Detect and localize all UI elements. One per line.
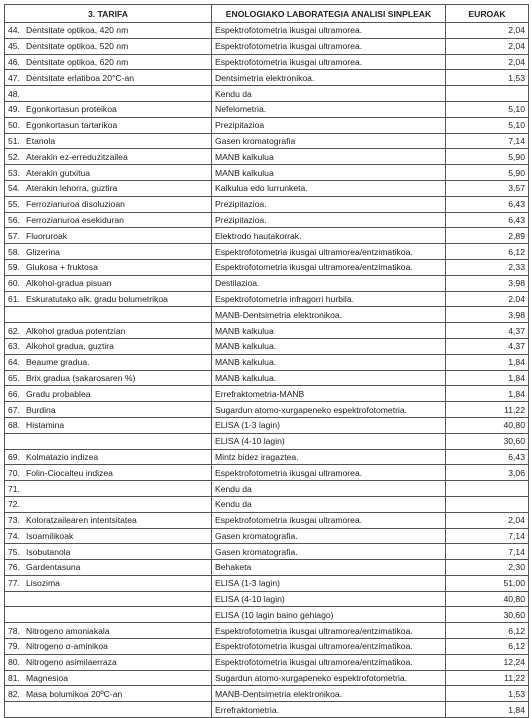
item-number: 81. <box>8 673 20 684</box>
item-cell <box>5 386 212 402</box>
item-number: 47. <box>8 72 20 83</box>
table-row <box>5 402 529 418</box>
method-cell: ELISA (4-10 lagin) <box>212 433 446 449</box>
method-cell: Espektrofotometria ikusgai ultramorea/entzimatikoa. <box>212 639 446 655</box>
price-cell: 2,89 <box>446 228 529 244</box>
item-number: 56. <box>8 214 20 225</box>
price-cell: 1,84 <box>446 702 529 718</box>
item-name: Gradu probablea <box>26 388 91 399</box>
table-row <box>5 607 529 623</box>
item-cell <box>5 560 212 576</box>
price-cell: 1,84 <box>446 386 529 402</box>
table-row <box>5 575 529 591</box>
price-cell: 2,04 <box>446 23 529 39</box>
table-row <box>5 38 529 54</box>
item-name: Brix gradua (sakarosaren %) <box>26 372 136 383</box>
price-cell: 6,12 <box>446 639 529 655</box>
item-number: 53. <box>8 167 20 178</box>
method-cell: Sugardun atomo-xurgapeneko espektrofotometria. <box>212 670 446 686</box>
item-name: Nitrogeno asimilaerraza <box>26 657 117 668</box>
price-cell <box>446 481 529 497</box>
table-row <box>5 639 529 655</box>
item-number: 55. <box>8 199 20 210</box>
item-cell <box>5 575 212 591</box>
method-cell: Gasen kromatografia. <box>212 544 446 560</box>
price-cell: 11,22 <box>446 402 529 418</box>
method-cell: Destilazioa. <box>212 275 446 291</box>
table-row <box>5 560 529 576</box>
price-cell: 2,04 <box>446 512 529 528</box>
table-row <box>5 275 529 291</box>
item-name: Kolmatazio indizea <box>26 451 99 462</box>
price-cell: 7,14 <box>446 133 529 149</box>
price-cell: 6,12 <box>446 623 529 639</box>
table-row <box>5 338 529 354</box>
item-number: 72. <box>8 499 20 510</box>
item-name: Etanola <box>26 135 56 146</box>
method-cell: ELISA (10 lagin baino gehiago) <box>212 607 446 623</box>
method-cell: Espektrofotometria infragorri hurbila. <box>212 291 446 307</box>
price-cell: 2,04 <box>446 38 529 54</box>
table-row <box>5 291 529 307</box>
method-cell: Espektrofotometria ikusgai ultramorea. <box>212 54 446 70</box>
item-number: 75. <box>8 546 20 557</box>
item-name: Magnesioa <box>26 673 69 684</box>
item-number: 64. <box>8 357 20 368</box>
method-cell: Kalkulua edo lurrunketa. <box>212 180 446 196</box>
price-cell: 7,14 <box>446 544 529 560</box>
item-cell <box>5 607 212 623</box>
table-row <box>5 496 529 512</box>
price-cell: 6,12 <box>446 244 529 260</box>
item-name: Egonkortasun proteikoa <box>26 104 117 115</box>
table-row <box>5 512 529 528</box>
item-cell <box>5 639 212 655</box>
method-cell: Espektrofotometria ikusgai ultramorea. <box>212 23 446 39</box>
method-cell: Errefraktometria-MANB <box>212 386 446 402</box>
item-name: Lisozima <box>26 578 60 589</box>
method-cell: Prezipitazioa. <box>212 212 446 228</box>
item-number: 79. <box>8 641 20 652</box>
item-cell <box>5 623 212 639</box>
item-number: 49. <box>8 104 20 115</box>
price-cell: 1,84 <box>446 370 529 386</box>
item-cell <box>5 465 212 481</box>
item-cell <box>5 354 212 370</box>
table-row <box>5 196 529 212</box>
item-cell <box>5 196 212 212</box>
table-row <box>5 670 529 686</box>
item-number: 69. <box>8 451 20 462</box>
item-cell <box>5 496 212 512</box>
item-number: 57. <box>8 230 20 241</box>
table-row <box>5 149 529 165</box>
table-row <box>5 212 529 228</box>
item-number: 62. <box>8 325 20 336</box>
item-cell <box>5 449 212 465</box>
table-row <box>5 244 529 260</box>
item-cell <box>5 149 212 165</box>
table-row <box>5 101 529 117</box>
method-cell: Prezipitazioa <box>212 117 446 133</box>
item-cell <box>5 686 212 702</box>
item-number: 67. <box>8 404 20 415</box>
item-name: Masa bolumikoa 20ºC-an <box>26 688 123 699</box>
price-cell: 6,43 <box>446 449 529 465</box>
method-cell: Gasen kromatografia. <box>212 528 446 544</box>
method-cell: Espektrofotometria ikusgai ultramorea. <box>212 512 446 528</box>
price-cell: 1,53 <box>446 686 529 702</box>
table-row <box>5 465 529 481</box>
method-cell: MANB kalkulua. <box>212 338 446 354</box>
price-cell <box>446 86 529 102</box>
price-cell: 3,98 <box>446 275 529 291</box>
method-cell: Espektrofotometria ikusgai ultramorea/entzimatikoa. <box>212 623 446 639</box>
price-cell: 5,90 <box>446 165 529 181</box>
item-cell <box>5 481 212 497</box>
item-cell <box>5 275 212 291</box>
price-cell: 6,43 <box>446 212 529 228</box>
item-name: Glukosa + fruktosa <box>26 262 98 273</box>
method-cell: ELISA (1-3 lagin) <box>212 417 446 433</box>
price-cell: 40,80 <box>446 591 529 607</box>
item-name: Isobutanola <box>26 546 71 557</box>
method-cell: Espektrofotometria ikusgai ultramorea. <box>212 465 446 481</box>
item-cell <box>5 402 212 418</box>
header-tarifa: 3. TARIFA <box>5 5 212 23</box>
tariff-table <box>4 4 529 718</box>
method-cell: Espektrofotometria ikusgai ultramorea/entzimatikoa. <box>212 259 446 275</box>
item-cell <box>5 259 212 275</box>
item-number: 65. <box>8 372 20 383</box>
method-cell: Errefraktometria. <box>212 702 446 718</box>
item-name: Alkohol gradua potentzian <box>26 325 126 336</box>
item-number: 61. <box>8 293 20 304</box>
item-name: Histamina <box>26 420 65 431</box>
method-cell: MANB kalkulua. <box>212 370 446 386</box>
price-cell: 3,98 <box>446 307 529 323</box>
price-cell: 5,10 <box>446 117 529 133</box>
price-cell: 4,37 <box>446 338 529 354</box>
method-cell: Dentsimetria elektronikoa. <box>212 70 446 86</box>
method-cell: Nefelometria. <box>212 101 446 117</box>
price-cell: 30,60 <box>446 607 529 623</box>
method-cell: Elektrodo hautakorrak. <box>212 228 446 244</box>
table-row <box>5 23 529 39</box>
item-number: 74. <box>8 530 20 541</box>
table-row <box>5 228 529 244</box>
item-cell <box>5 370 212 386</box>
price-cell: 5,90 <box>446 149 529 165</box>
price-cell: 2,04 <box>446 54 529 70</box>
item-number: 60. <box>8 278 20 289</box>
price-cell: 4,37 <box>446 323 529 339</box>
item-name: Glizerina <box>26 246 60 257</box>
item-number: 63. <box>8 341 20 352</box>
method-cell: ELISA (1-3 lagin) <box>212 575 446 591</box>
table-row <box>5 433 529 449</box>
item-number: 44. <box>8 25 20 36</box>
table-row <box>5 686 529 702</box>
method-cell: Behaketa <box>212 560 446 576</box>
item-number: 58. <box>8 246 20 257</box>
item-name: Fluoruroak <box>26 230 68 241</box>
item-name: Egonkortasun tartarikoa <box>26 120 118 131</box>
price-cell: 2,30 <box>446 560 529 576</box>
method-cell: MANB kalkulua <box>212 323 446 339</box>
item-name: Eskuratutako alk. gradu bolumetrikoa <box>26 293 168 304</box>
item-cell <box>5 86 212 102</box>
item-name: Koloratzailearen intentsitatea <box>26 515 137 526</box>
table-row <box>5 323 529 339</box>
item-cell <box>5 54 212 70</box>
item-number: 73. <box>8 515 20 526</box>
table-row <box>5 449 529 465</box>
price-cell: 2,04 <box>446 291 529 307</box>
price-cell: 6,43 <box>446 196 529 212</box>
price-cell: 12,24 <box>446 654 529 670</box>
item-name: Alkohol-gradua pisuan <box>26 278 112 289</box>
item-name: Beaume gradua. <box>26 357 90 368</box>
item-cell <box>5 165 212 181</box>
item-cell <box>5 528 212 544</box>
item-number: 50. <box>8 120 20 131</box>
price-cell: 3,57 <box>446 180 529 196</box>
item-cell <box>5 180 212 196</box>
item-number: 45. <box>8 41 20 52</box>
header-euros: EUROAK <box>446 5 529 23</box>
table-row <box>5 117 529 133</box>
table-row <box>5 654 529 670</box>
method-cell: MANB-Dentsimetria elektronikoa. <box>212 686 446 702</box>
table-row <box>5 591 529 607</box>
item-name: Dentsitate erlatiboa 20°C-an <box>26 72 135 83</box>
price-cell: 51,00 <box>446 575 529 591</box>
method-cell: Kendu da <box>212 496 446 512</box>
item-number: 52. <box>8 151 20 162</box>
item-number: 66. <box>8 388 20 399</box>
item-cell <box>5 244 212 260</box>
table-row <box>5 165 529 181</box>
method-cell: Kendu da <box>212 481 446 497</box>
item-cell <box>5 591 212 607</box>
price-cell: 5,10 <box>446 101 529 117</box>
item-cell <box>5 544 212 560</box>
item-cell <box>5 702 212 718</box>
item-name: Dentsitate optikoa, 620 nm <box>26 56 129 67</box>
item-name: Nitrogeno α-aminikoa <box>26 641 108 652</box>
item-number: 46. <box>8 56 20 67</box>
method-cell: Kendu da <box>212 86 446 102</box>
table-row <box>5 180 529 196</box>
item-cell <box>5 654 212 670</box>
header-analysis: ENOLOGIAKO LABORATEGIA ANALISI SINPLEAK <box>212 5 446 23</box>
item-cell <box>5 417 212 433</box>
table-row <box>5 702 529 718</box>
method-cell: MANB kalkulua. <box>212 354 446 370</box>
table-row <box>5 259 529 275</box>
method-cell: MANB kalkulua <box>212 165 446 181</box>
item-cell <box>5 23 212 39</box>
item-number: 71. <box>8 483 20 494</box>
method-cell: MANB-Dentsimetria elektronikoa. <box>212 307 446 323</box>
table-body <box>5 23 529 718</box>
item-name: Isoamilikoak <box>26 530 74 541</box>
item-cell <box>5 291 212 307</box>
method-cell: Espektrofotometria ikusgai ultramorea. <box>212 38 446 54</box>
table-row <box>5 417 529 433</box>
item-cell <box>5 38 212 54</box>
item-number: 59. <box>8 262 20 273</box>
method-cell: ELISA (4-10 lagin) <box>212 591 446 607</box>
item-number: 48. <box>8 88 20 99</box>
item-cell <box>5 228 212 244</box>
price-cell: 30,60 <box>446 433 529 449</box>
header-row <box>5 5 529 23</box>
price-cell: 1,53 <box>446 70 529 86</box>
item-name: Folin-Ciocalteu indizea <box>26 467 113 478</box>
item-name: Ferrozianuroa disoluzioan <box>26 199 125 210</box>
table-row <box>5 354 529 370</box>
item-number: 54. <box>8 183 20 194</box>
item-number: 82. <box>8 688 20 699</box>
item-cell <box>5 338 212 354</box>
method-cell: MANB kalkulua <box>212 149 446 165</box>
item-number: 68. <box>8 420 20 431</box>
item-cell <box>5 670 212 686</box>
method-cell: Prezipitazioa. <box>212 196 446 212</box>
item-number: 80. <box>8 657 20 668</box>
item-name: Dentsitate optikoa, 420 nm <box>26 25 129 36</box>
item-name: Alkohol gradua, guztira <box>26 341 114 352</box>
item-name: Ferrozianuroa esekiduran <box>26 214 124 225</box>
method-cell: Sugardun atomo-xurgapeneko espektrofotometria. <box>212 402 446 418</box>
item-number: 70. <box>8 467 20 478</box>
item-name: Aterakin ez-erreduzitzailea <box>26 151 128 162</box>
table-row <box>5 544 529 560</box>
table-row <box>5 54 529 70</box>
table-row <box>5 481 529 497</box>
price-cell: 3,06 <box>446 465 529 481</box>
table-row <box>5 86 529 102</box>
table-row <box>5 528 529 544</box>
item-number: 51. <box>8 135 20 146</box>
item-cell <box>5 133 212 149</box>
table-row <box>5 70 529 86</box>
item-cell <box>5 307 212 323</box>
price-cell: 7,14 <box>446 528 529 544</box>
item-cell <box>5 433 212 449</box>
item-name: Nitrogeno amoniakala <box>26 625 110 636</box>
item-name: Aterakin lehorra, guztira <box>26 183 118 194</box>
price-cell: 1,84 <box>446 354 529 370</box>
item-number: 77. <box>8 578 20 589</box>
item-cell <box>5 117 212 133</box>
price-cell <box>446 496 529 512</box>
table-row <box>5 307 529 323</box>
item-name: Gardentasuna <box>26 562 81 573</box>
price-cell: 40,80 <box>446 417 529 433</box>
item-cell <box>5 512 212 528</box>
method-cell: Gasen kromatografia <box>212 133 446 149</box>
item-cell <box>5 323 212 339</box>
table-row <box>5 370 529 386</box>
method-cell: Mintz bidez iragaztea. <box>212 449 446 465</box>
method-cell: Espektrofotometria ikusgai ultramorea/entzimatikoa. <box>212 654 446 670</box>
item-name: Dentsitate optikoa, 520 nm <box>26 41 129 52</box>
item-number: 78. <box>8 625 20 636</box>
item-cell <box>5 212 212 228</box>
method-cell: Espektrofotometria ikusgai ultramorea/entzimatikoa. <box>212 244 446 260</box>
item-cell <box>5 70 212 86</box>
table-row <box>5 133 529 149</box>
table-row <box>5 386 529 402</box>
item-name: Burdina <box>26 404 56 415</box>
price-cell: 2,33 <box>446 259 529 275</box>
item-number: 76. <box>8 562 20 573</box>
price-cell: 11,22 <box>446 670 529 686</box>
table-row <box>5 623 529 639</box>
item-cell <box>5 101 212 117</box>
item-name: Aterakin gutxitua <box>26 167 91 178</box>
